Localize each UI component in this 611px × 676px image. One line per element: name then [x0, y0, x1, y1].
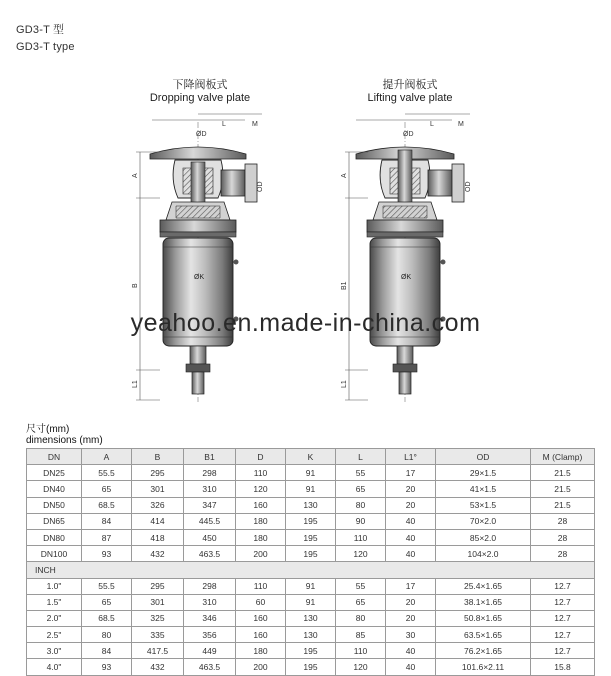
table-cell: 28 [531, 546, 595, 562]
table-cell: 53×1.5 [436, 497, 531, 513]
col-od: OD [436, 449, 531, 465]
label-a-right: A [341, 173, 348, 178]
table-cell: 50.8×1.65 [436, 610, 531, 626]
model-title [16, 22, 75, 56]
table-cell: 91 [286, 465, 336, 481]
table-cell: 87 [82, 529, 132, 545]
table-cell: 60 [236, 594, 286, 610]
table-row [27, 546, 595, 562]
table-cell: 298 [184, 465, 236, 481]
table-cell: 80 [336, 610, 386, 626]
table-cell: 200 [236, 546, 286, 562]
table-cell: DN80 [27, 529, 82, 545]
label-m: M [252, 121, 258, 128]
table-cell: DN40 [27, 481, 82, 497]
col-dn: DN [27, 449, 82, 465]
model-title-en: GD3-T type [16, 41, 75, 53]
table-cell: 356 [184, 627, 236, 643]
table-cell: 28 [531, 513, 595, 529]
table-cell: 463.5 [184, 659, 236, 675]
table-cell: 30 [386, 627, 436, 643]
table-cell: 110 [336, 529, 386, 545]
table-cell: 85×2.0 [436, 529, 531, 545]
table-cell: 12.7 [531, 610, 595, 626]
table-cell: 180 [236, 529, 286, 545]
table-cell: 160 [236, 627, 286, 643]
table-cell: 28 [531, 529, 595, 545]
table-cell: 91 [286, 481, 336, 497]
table-cell: 25.4×1.65 [436, 578, 531, 594]
table-row [27, 497, 595, 513]
table-cell: 4.0" [27, 659, 82, 675]
table-cell: 40 [386, 659, 436, 675]
table-cell: 65 [336, 594, 386, 610]
table-row [27, 465, 595, 481]
table-cell: 445.5 [184, 513, 236, 529]
table-cell: 104×2.0 [436, 546, 531, 562]
table-cell: 68.5 [82, 497, 132, 513]
table-cell: 301 [132, 481, 184, 497]
table-cell: 417.5 [132, 643, 184, 659]
inch-label: INCH [27, 562, 595, 578]
table-cell: 20 [386, 594, 436, 610]
table-cell: 295 [132, 578, 184, 594]
col-k: K [286, 449, 336, 465]
label-k: ØK [194, 274, 205, 281]
label-l1: L1 [132, 380, 139, 388]
caption-lifting-en: Lifting valve plate [367, 92, 453, 104]
label-k-right: ØK [401, 274, 412, 281]
table-cell: 12.7 [531, 627, 595, 643]
col-b1: B1 [184, 449, 236, 465]
table-cell: 120 [336, 546, 386, 562]
table-row [27, 643, 595, 659]
table-cell: DN50 [27, 497, 82, 513]
col-l: L [336, 449, 386, 465]
table-row [27, 627, 595, 643]
table-cell: DN65 [27, 513, 82, 529]
table-cell: 130 [286, 610, 336, 626]
table-cell: 130 [286, 497, 336, 513]
table-cell: 84 [82, 513, 132, 529]
table-cell: 55 [336, 578, 386, 594]
dimensions-table [26, 448, 595, 676]
table-cell: 85 [336, 627, 386, 643]
label-b1-right: B1 [341, 281, 348, 290]
table-cell: 110 [236, 578, 286, 594]
caption-lifting-cn: 提升阀板式 [382, 79, 438, 91]
table-cell: 432 [132, 659, 184, 675]
table-cell: DN25 [27, 465, 82, 481]
col-m-clamp: M (Clamp) [531, 449, 595, 465]
table-cell: 70×2.0 [436, 513, 531, 529]
label-l1-right: L1 [341, 380, 348, 388]
caption-dropping [100, 79, 300, 105]
table-cell: 110 [236, 465, 286, 481]
table-row [27, 529, 595, 545]
table-cell: 76.2×1.65 [436, 643, 531, 659]
label-l-right: L [430, 121, 434, 128]
dimensions-en: dimensions (mm) [26, 435, 103, 446]
table-cell: 160 [236, 610, 286, 626]
model-title-cn: GD3-T 型 [16, 24, 65, 36]
table-cell: 65 [336, 481, 386, 497]
table-cell: 65 [82, 594, 132, 610]
label-m-right: M [458, 121, 464, 128]
caption-dropping-cn: 下降阀板式 [172, 79, 228, 91]
table-cell: 325 [132, 610, 184, 626]
label-odd: OD [257, 181, 264, 192]
table-cell: 346 [184, 610, 236, 626]
label-od: ØD [196, 131, 207, 138]
table-cell: 40 [386, 529, 436, 545]
table-cell: 335 [132, 627, 184, 643]
table-cell: 110 [336, 643, 386, 659]
valve-left [132, 114, 264, 402]
table-cell: 101.6×2.11 [436, 659, 531, 675]
label-odd-right: OD [465, 181, 472, 192]
table-row [27, 578, 595, 594]
table-cell: 326 [132, 497, 184, 513]
table-cell: 21.5 [531, 497, 595, 513]
col-l1: L1° [386, 449, 436, 465]
table-row [27, 481, 595, 497]
table-cell: 1.5" [27, 594, 82, 610]
table-cell: 91 [286, 594, 336, 610]
table-cell: 301 [132, 594, 184, 610]
table-cell: 20 [386, 497, 436, 513]
table-cell: 17 [386, 465, 436, 481]
table-cell: 40 [386, 643, 436, 659]
dimensions-heading [26, 424, 103, 446]
table-cell: 12.7 [531, 643, 595, 659]
table-cell: 463.5 [184, 546, 236, 562]
table-cell: 414 [132, 513, 184, 529]
table-cell: 160 [236, 497, 286, 513]
table-cell: 20 [386, 610, 436, 626]
table-cell: 84 [82, 643, 132, 659]
caption-lifting [310, 79, 510, 105]
table-cell: 41×1.5 [436, 481, 531, 497]
table-row [27, 594, 595, 610]
table-cell: 2.5" [27, 627, 82, 643]
table-cell: 180 [236, 643, 286, 659]
table-cell: 310 [184, 481, 236, 497]
table-cell: 195 [286, 529, 336, 545]
table-row [27, 610, 595, 626]
table-cell: 15.8 [531, 659, 595, 675]
table-cell: 90 [336, 513, 386, 529]
table-cell: 195 [286, 659, 336, 675]
table-cell: 418 [132, 529, 184, 545]
table-cell: DN100 [27, 546, 82, 562]
table-cell: 3.0" [27, 643, 82, 659]
table-cell: 93 [82, 659, 132, 675]
label-a: A [132, 173, 139, 178]
table-cell: 195 [286, 643, 336, 659]
table-cell: 298 [184, 578, 236, 594]
table-cell: 55.5 [82, 465, 132, 481]
table-cell: 40 [386, 546, 436, 562]
table-cell: 1.0" [27, 578, 82, 594]
caption-dropping-en: Dropping valve plate [149, 92, 251, 104]
table-cell: 21.5 [531, 481, 595, 497]
table-row [27, 659, 595, 675]
label-l: L [222, 121, 226, 128]
table-cell: 12.7 [531, 578, 595, 594]
table-cell: 17 [386, 578, 436, 594]
table-cell: 20 [386, 481, 436, 497]
handwheel-left [150, 147, 246, 159]
label-b: B [132, 283, 139, 288]
table-cell: 120 [236, 481, 286, 497]
valve-right [341, 114, 472, 402]
col-d: D [236, 449, 286, 465]
table-cell: 12.7 [531, 594, 595, 610]
table-cell: 130 [286, 627, 336, 643]
table-cell: 55.5 [82, 578, 132, 594]
table-cell: 432 [132, 546, 184, 562]
table-cell: 195 [286, 546, 336, 562]
table-cell: 195 [286, 513, 336, 529]
table-cell: 310 [184, 594, 236, 610]
table-cell: 55 [336, 465, 386, 481]
table-cell: 68.5 [82, 610, 132, 626]
table-cell: 21.5 [531, 465, 595, 481]
valve-drawings [0, 110, 611, 410]
table-cell: 65 [82, 481, 132, 497]
col-a: A [82, 449, 132, 465]
table-cell: 120 [336, 659, 386, 675]
inch-section-row [27, 562, 595, 578]
watermark: yeahoo.en.made-in-china.com [130, 309, 481, 337]
table-row [27, 513, 595, 529]
table-cell: 295 [132, 465, 184, 481]
table-cell: 180 [236, 513, 286, 529]
table-cell: 2.0" [27, 610, 82, 626]
dimensions-cn: 尺寸(mm) [26, 424, 70, 435]
table-cell: 91 [286, 578, 336, 594]
table-cell: 200 [236, 659, 286, 675]
table-cell: 38.1×1.65 [436, 594, 531, 610]
table-cell: 80 [336, 497, 386, 513]
table-cell: 63.5×1.65 [436, 627, 531, 643]
table-cell: 450 [184, 529, 236, 545]
table-cell: 93 [82, 546, 132, 562]
table-cell: 40 [386, 513, 436, 529]
table-cell: 29×1.5 [436, 465, 531, 481]
table-cell: 347 [184, 497, 236, 513]
col-b: B [132, 449, 184, 465]
table-cell: 80 [82, 627, 132, 643]
table-cell: 449 [184, 643, 236, 659]
label-od-right: ØD [403, 131, 414, 138]
table-header-row [27, 449, 595, 465]
